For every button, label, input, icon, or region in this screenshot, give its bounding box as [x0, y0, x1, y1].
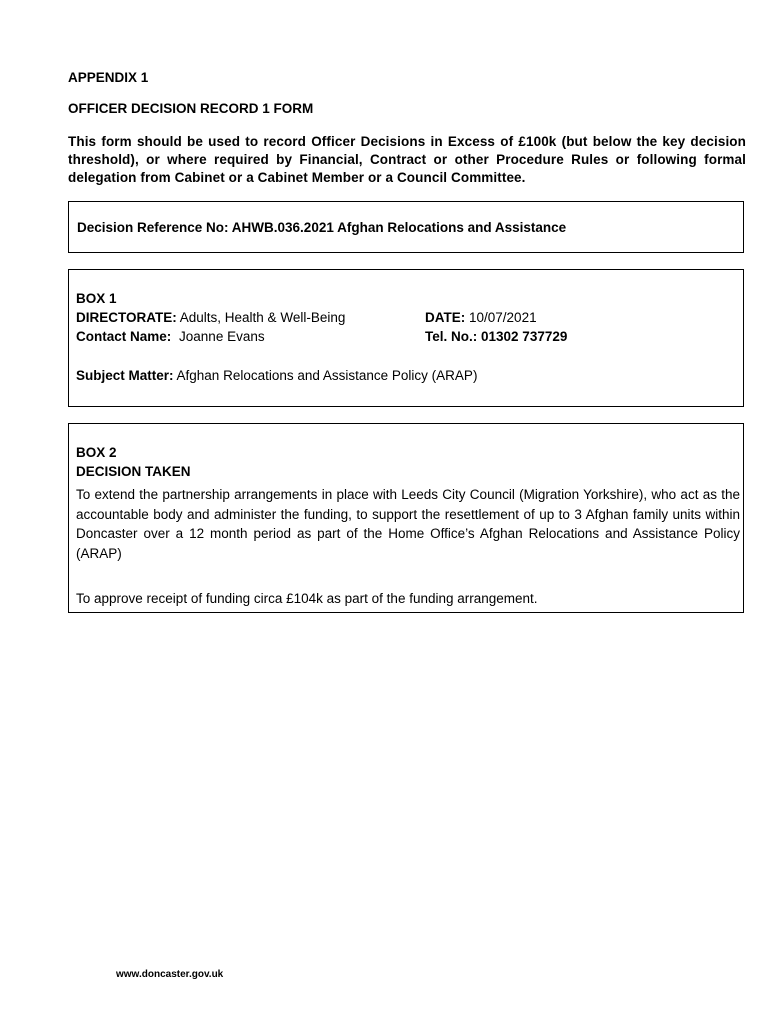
contact-label: Contact Name:	[76, 329, 172, 344]
decision-paragraph: To extend the partnership arrangements in place with Leeds City Council (Migration Yorkshire), who act as the accountable body and administer the funding, to support the resettlement of up to 3 Afghan family units within Doncaster over a 12 month period as part of the Home Office’s Afghan Relocations and Assistance Policy (ARAP)	[76, 487, 740, 561]
tel-value: 01302 737729	[481, 329, 568, 344]
decision-taken-heading: DECISION TAKEN	[76, 464, 191, 479]
box-1	[68, 269, 744, 407]
appendix-heading: APPENDIX 1	[68, 70, 149, 85]
date-row	[425, 309, 537, 327]
tel-label: Tel. No.:	[425, 329, 478, 344]
intro-paragraph: This form should be used to record Officer Decisions in Excess of £100k (but below the key decision threshold), or where required by Financial, Contract or other Procedure Rules or following formal delegation from Cabinet or a Cabinet Member or a Council Committee.	[68, 134, 746, 185]
contact-row	[76, 328, 265, 346]
date-label: DATE:	[425, 310, 466, 325]
decision-reference-box	[68, 201, 744, 253]
directorate-row	[76, 309, 345, 327]
contact-value: Joanne Evans	[179, 329, 265, 344]
footer-url: www.doncaster.gov.uk	[116, 969, 224, 980]
subject-value: Afghan Relocations and Assistance Policy (ARAP)	[176, 368, 478, 383]
box2-heading: BOX 2	[76, 445, 117, 460]
directorate-label: DIRECTORATE:	[76, 310, 177, 325]
subject-label: Subject Matter:	[76, 368, 174, 383]
funding-paragraph: To approve receipt of funding circa £104k as part of the funding arrangement.	[76, 591, 538, 606]
decision-reference: Decision Reference No: AHWB.036.2021 Afghan Relocations and Assistance	[77, 220, 567, 235]
box1-heading: BOX 1	[76, 291, 117, 306]
form-title: OFFICER DECISION RECORD 1 FORM	[68, 101, 314, 116]
tel-row	[425, 328, 567, 346]
directorate-value: Adults, Health & Well-Being	[179, 310, 346, 325]
date-value: 10/07/2021	[469, 310, 537, 325]
subject-row	[76, 367, 477, 385]
box-2	[68, 423, 744, 613]
